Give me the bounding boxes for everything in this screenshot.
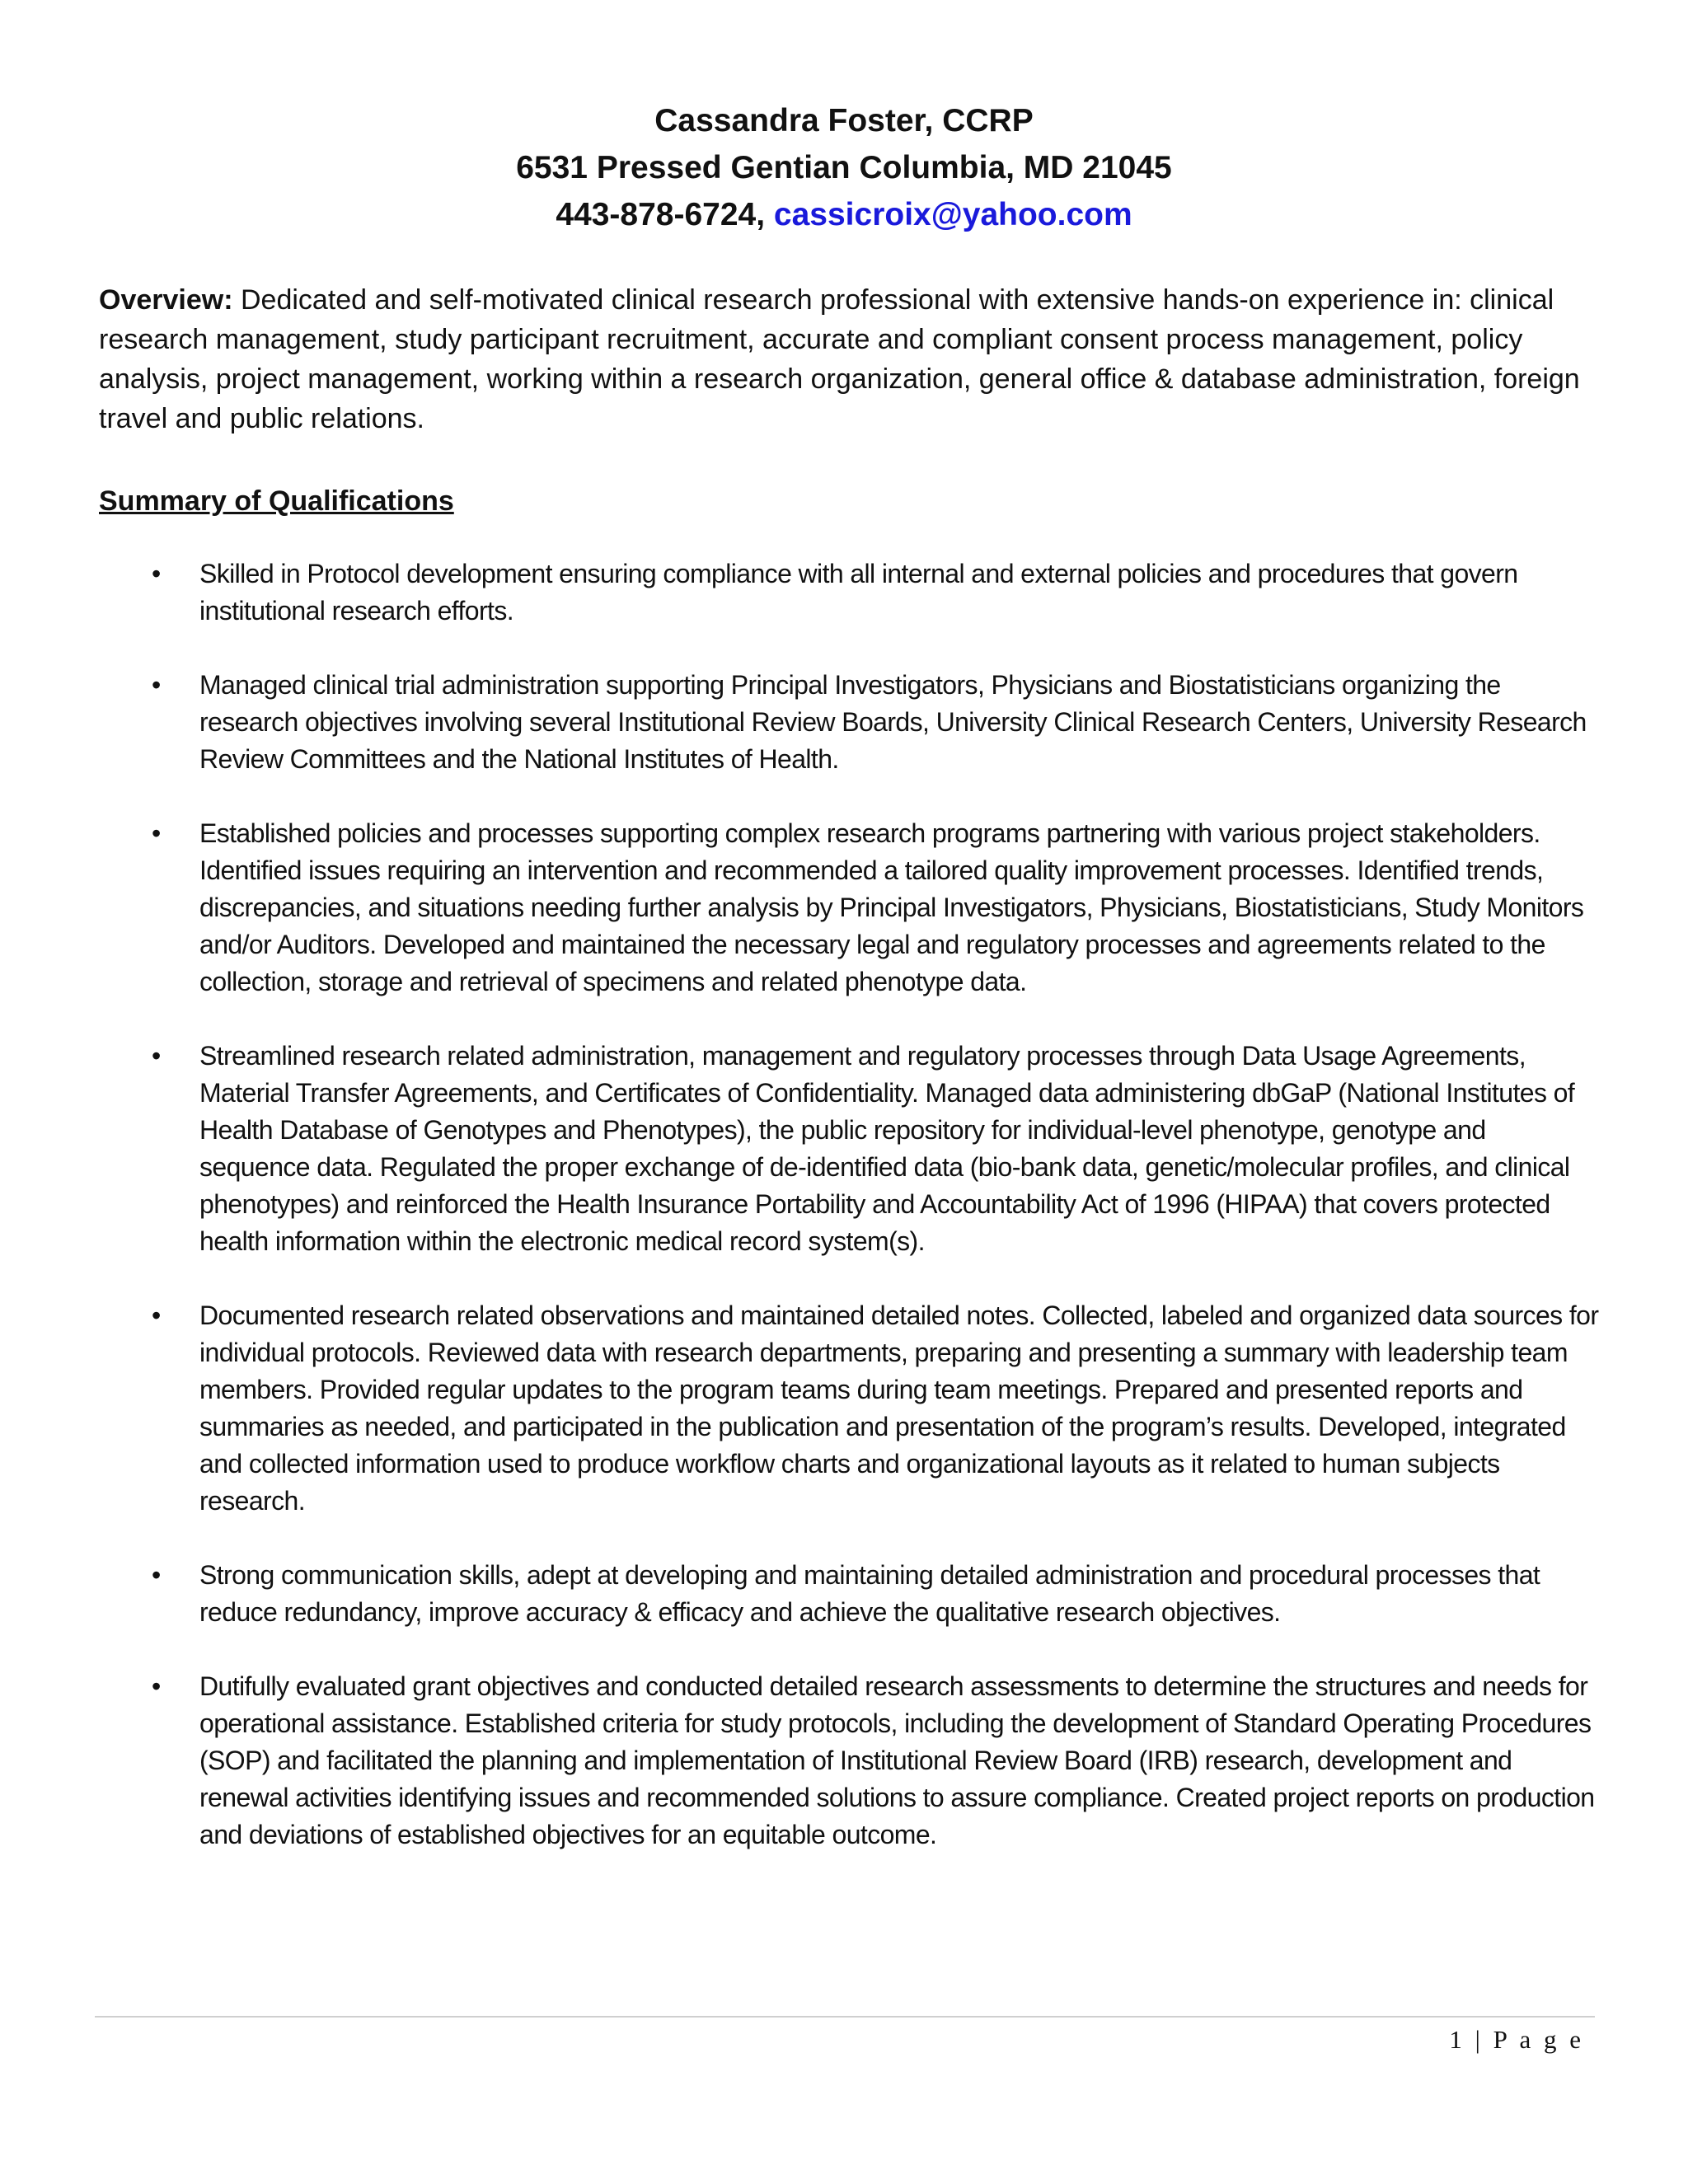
list-item xyxy=(99,1668,1599,1854)
qualification-text: Streamlined research related administration, management and regulatory processes through Data Usage Agreements, Material Transfer Agreements, and Certificates of Confidentiality. Managed data administering dbGaP (National Institutes of Health Database of Genotypes and Phenotypes), the public repository for individual-level phenotype, genotype and sequence data. Regulated the proper exchange of de-identified data (bio-bank data, genetic/molecular profiles, and clinical phenotypes) and reinforced the Health Insurance Portability and Accountability Act of 1996 (HIPAA) that covers protected health information within the electronic medical record system(s). xyxy=(199,1041,1575,1256)
bullet-icon: • xyxy=(152,1560,161,1590)
bullet-icon: • xyxy=(152,1671,161,1701)
qualification-text: Documented research related observations and maintained detailed notes. Collected, labeled and organized data sources for individual protocols. Reviewed data with research departments, preparing and presenting a summary with leadership team members. Provided regular updates to the program teams during team meetings. Prepared and presented reports and summaries as needed, and participated in the publication and presentation of the program’s results. Developed, integrated and collected information used to produce workflow charts and organizational layouts as it related to human subjects research. xyxy=(199,1301,1599,1516)
overview-paragraph xyxy=(99,280,1599,438)
qualification-text: Established policies and processes supporting complex research programs partnering with various project stakeholders. Identified issues requiring an intervention and recommended a tailored quality improvement processes. Identified trends, discrepancies, and situations needing further analysis by Principal Investigators, Physicians, Biostatisticians, Study Monitors and/or Auditors. Developed and maintained the necessary legal and regulatory processes and agreements related to the collection, storage and retrieval of specimens and related phenotype data. xyxy=(199,818,1584,996)
contact-line xyxy=(0,191,1688,238)
qualification-text: Skilled in Protocol development ensuring compliance with all internal and external policies and procedures that govern institutional research efforts. xyxy=(199,559,1518,626)
list-item xyxy=(99,555,1599,630)
page-number: 1 | P a g e xyxy=(1449,2025,1584,2054)
email-link[interactable]: cassicroix@yahoo.com xyxy=(773,197,1132,232)
overview-text: Dedicated and self-motivated clinical research professional with extensive hands-on experience in: clinical research management, study participant recruitment, accurate and compliant consent process management, policy analysis, project management, working within a research organization, general office & database administration, foreign travel and public relations. xyxy=(99,284,1580,434)
list-item xyxy=(99,667,1599,778)
candidate-name: Cassandra Foster, CCRP xyxy=(654,103,1034,138)
bullet-icon: • xyxy=(152,670,161,700)
bullet-icon: • xyxy=(152,818,161,848)
address: 6531 Pressed Gentian Columbia, MD 21045 xyxy=(516,150,1172,185)
overview-label: Overview: xyxy=(99,284,233,316)
qualifications-heading: Summary of Qualifications xyxy=(99,485,454,517)
list-item xyxy=(99,1297,1599,1520)
qualification-text: Strong communication skills, adept at developing and maintaining detailed administration and procedural processes that reduce redundancy, improve accuracy & efficacy and achieve the qualitative research objectives. xyxy=(199,1560,1540,1627)
contact-header xyxy=(0,97,1688,238)
qualifications-list xyxy=(99,555,1599,1891)
bullet-icon: • xyxy=(152,1301,161,1330)
qualification-text: Dutifully evaluated grant objectives and conducted detailed research assessments to determine the structures and needs for operational assistance. Established criteria for study protocols, including the development of Standard Operating Procedures (SOP) and facilitated the planning and implementation of Institutional Review Board (IRB) research, development and renewal activities identifying issues and recommended solutions to assure compliance. Created project reports on production and deviations of established objectives for an equitable outcome. xyxy=(199,1671,1595,1849)
bullet-icon: • xyxy=(152,1041,161,1071)
qualification-text: Managed clinical trial administration supporting Principal Investigators, Physicians and Biostatisticians organizing the research objectives involving several Institutional Review Boards, University Clinical Research Centers, University Research Review Committees and the National Institutes of Health. xyxy=(199,670,1587,774)
list-item xyxy=(99,1557,1599,1631)
footer-divider xyxy=(95,2016,1595,2018)
phone-number: 443-878-6724, xyxy=(556,197,766,232)
list-item xyxy=(99,815,1599,1001)
bullet-icon: • xyxy=(152,559,161,588)
list-item xyxy=(99,1038,1599,1260)
